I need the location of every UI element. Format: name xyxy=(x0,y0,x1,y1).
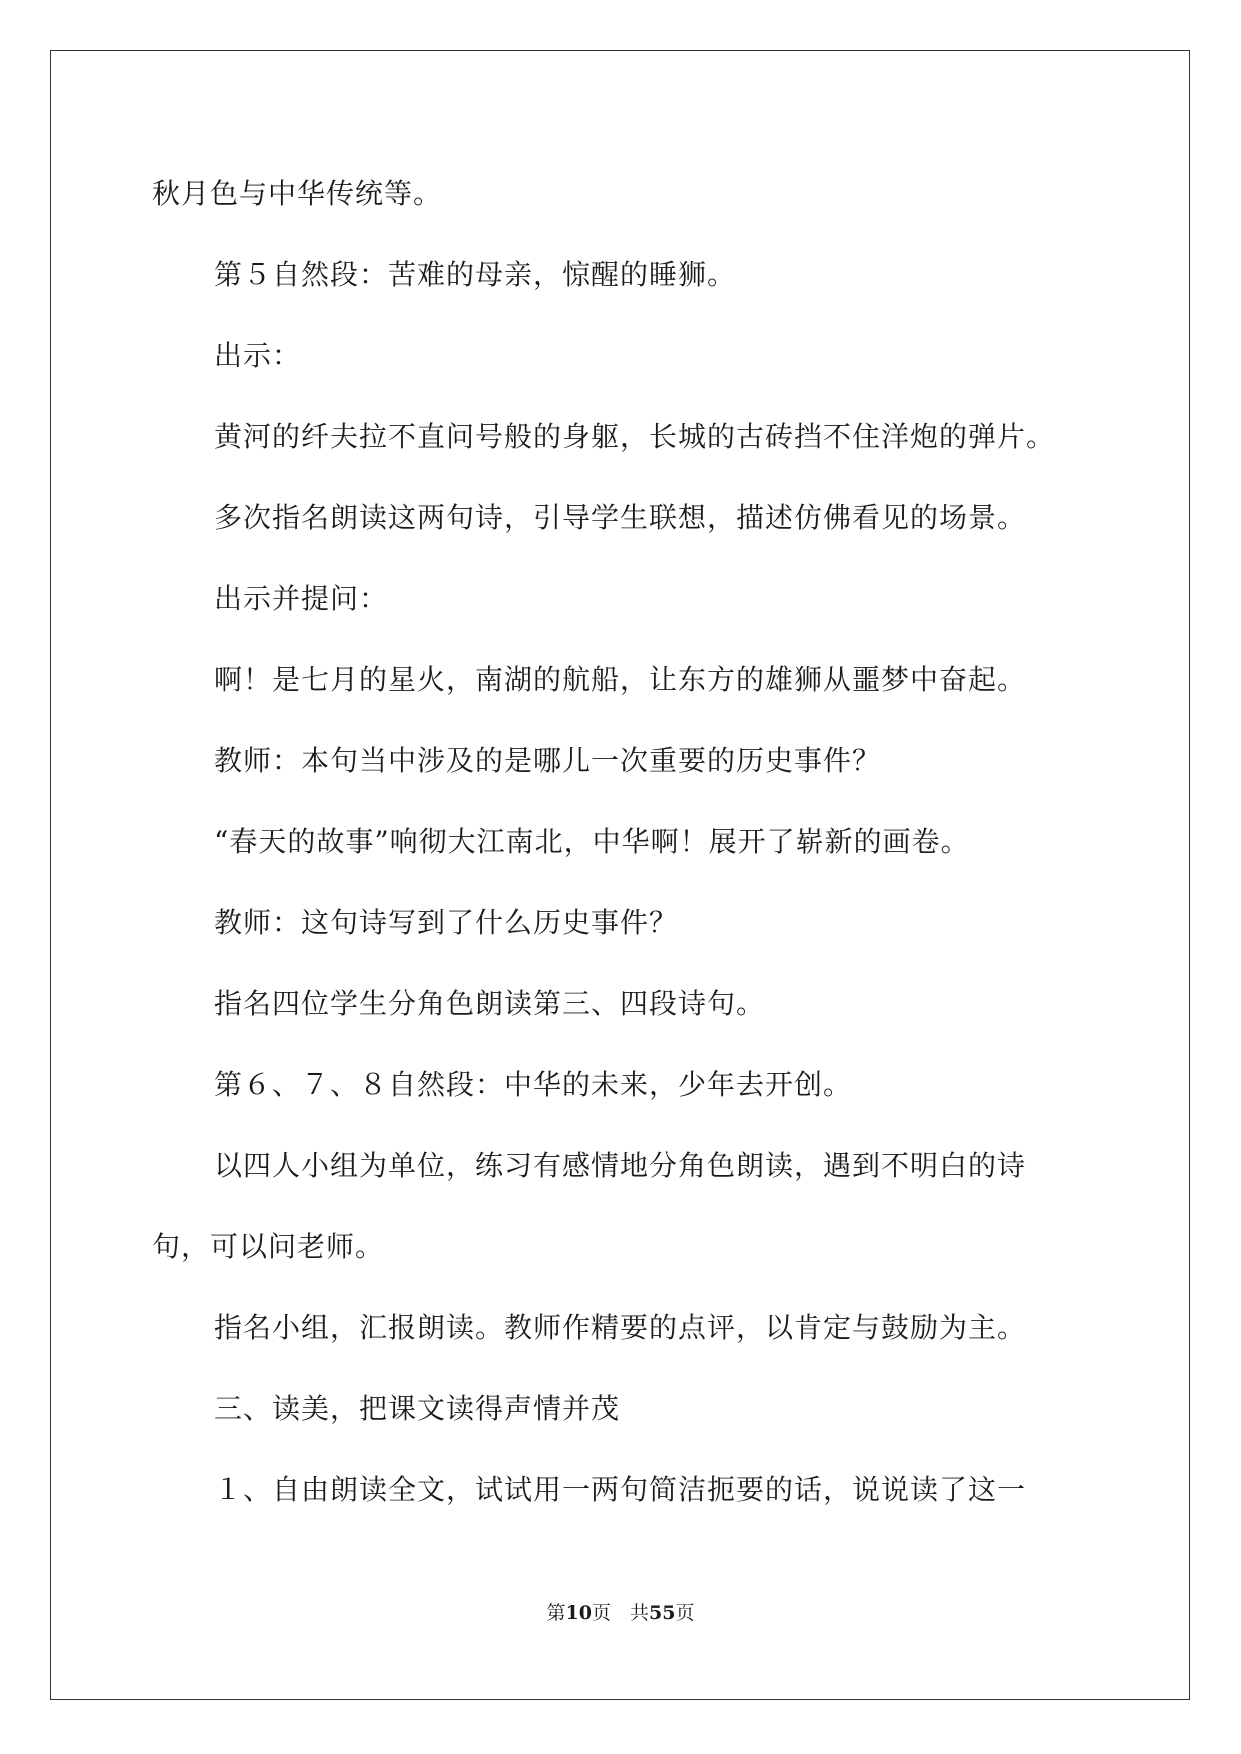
page-footer xyxy=(0,1601,1241,1625)
text-line: 教师：本句当中涉及的是哪儿一次重要的历史事件？ xyxy=(214,744,882,777)
text-line: 黄河的纤夫拉不直问号般的身躯，长城的古砖挡不住洋炮的弹片。 xyxy=(214,420,1056,453)
footer-middle: 页 共 xyxy=(591,1602,649,1624)
footer-prefix: 第 xyxy=(546,1602,566,1624)
page-border xyxy=(50,50,1190,1700)
text-line: 啊！是七月的星火，南湖的航船，让东方的雄狮从噩梦中奋起。 xyxy=(214,663,1027,696)
text-line: 第５自然段：苦难的母亲，惊醒的睡狮。 xyxy=(214,258,737,291)
text-line: 教师：这句诗写到了什么历史事件？ xyxy=(214,906,679,939)
text-line: １、自由朗读全文，试试用一两句简洁扼要的话，说说读了这一 xyxy=(214,1473,1027,1506)
text-line: 指名小组，汇报朗读。教师作精要的点评，以肯定与鼓励为主。 xyxy=(214,1311,1027,1344)
text-line: 第６、７、８自然段：中华的未来，少年去开创。 xyxy=(214,1068,853,1101)
text-line: 秋月色与中华传统等。 xyxy=(152,177,443,210)
text-line: “春天的故事”响彻大江南北，中华啊！展开了崭新的画卷。 xyxy=(214,825,970,858)
text-line: 指名四位学生分角色朗读第三、四段诗句。 xyxy=(214,987,766,1020)
text-line: 多次指名朗读这两句诗，引导学生联想，描述仿佛看见的场景。 xyxy=(214,501,1027,534)
text-line: 出示并提问： xyxy=(214,582,389,615)
current-page-number: 10 xyxy=(565,1602,592,1624)
footer-suffix: 页 xyxy=(675,1602,695,1624)
text-line: 三、读美，把课文读得声情并茂 xyxy=(214,1392,621,1425)
text-line: 出示： xyxy=(214,339,302,372)
text-line: 句，可以问老师。 xyxy=(152,1230,385,1263)
text-line: 以四人小组为单位，练习有感情地分角色朗读，遇到不明白的诗 xyxy=(214,1149,1027,1182)
total-page-count: 55 xyxy=(649,1602,676,1624)
